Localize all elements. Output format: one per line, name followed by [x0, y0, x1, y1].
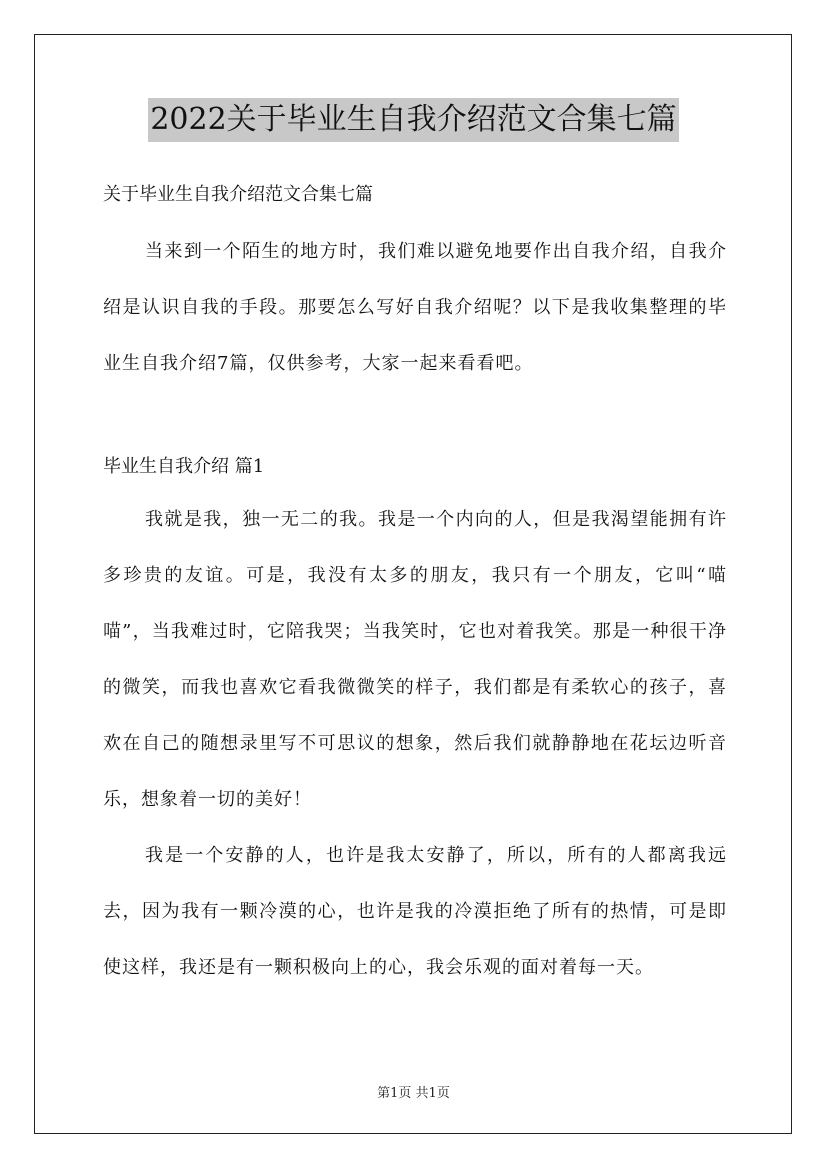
- section-paragraph: 我是一个安静的人，也许是我太安静了，所以，所有的人都离我远去，因为我有一颗冷漠的心，也许是我的冷漠拒绝了所有的热情，可是即使这样，我还是有一颗积极向上的心，我会乐观的面对着每一天。: [103, 845, 727, 978]
- section-paragraph: 我就是我，独一无二的我。我是一个内向的人，但是我渴望能拥有许多珍贵的友谊。可是，我没有太多的朋友，我只有一个朋友，它叫“喵喵”，当我难过时，它陪我哭；当我笑时，它也对着我笑。那是一种很干净的微笑，而我也喜欢它看我微微笑的样子，我们都是有柔软心的孩子，喜欢在自己的随想录里写不可思议的想象，然后我们就静静地在花坛边听音乐，想象着一切的美好！: [103, 509, 727, 810]
- intro-paragraph: 当来到一个陌生的地方时，我们难以避免地要作出自我介绍，自我介绍是认识自我的手段。那要怎么写好自我介绍呢？以下是我收集整理的毕业生自我介绍7篇，仅供参考，大家一起来看看吧。: [103, 241, 727, 374]
- document-title: 2022关于毕业生自我介绍范文合集七篇: [148, 98, 678, 142]
- title-area: [0, 98, 827, 142]
- document-body: [103, 170, 727, 996]
- page-footer: 第1页 共1页: [377, 1086, 450, 1101]
- section-heading: 毕业生自我介绍 篇1: [103, 456, 265, 477]
- document-subtitle: 关于毕业生自我介绍范文合集七篇: [103, 184, 373, 205]
